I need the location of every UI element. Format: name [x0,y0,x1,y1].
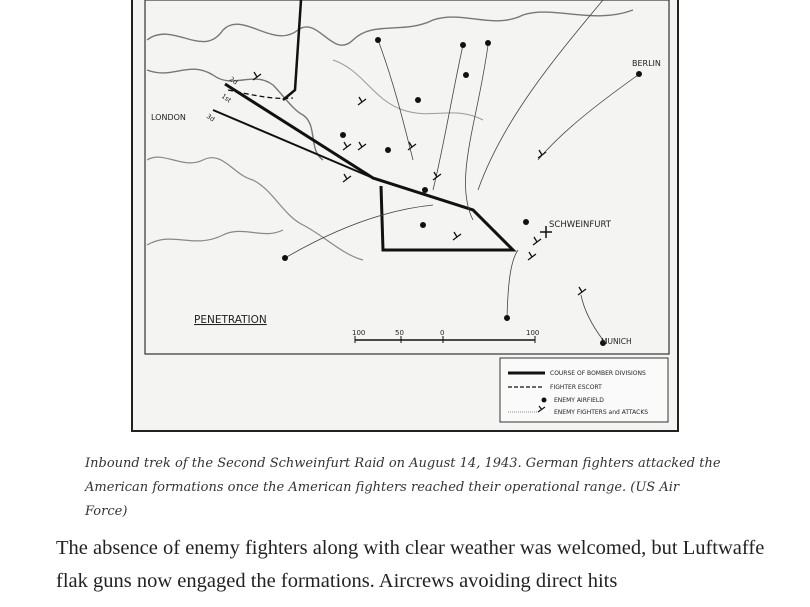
scale-label-50: 50 [395,329,404,337]
division-label-2d: 2d [227,75,240,87]
map-label-london: LONDON [151,113,186,122]
division-label-1st: 1st [219,92,233,105]
legend-item-bomber-course: COURSE OF BOMBER DIVISIONS [550,370,646,377]
map-label-schweinfurt: SCHWEINFURT [549,220,611,230]
phase-label: PENETRATION [194,314,267,326]
map-legend [500,358,668,422]
map-label-munich: MUNICH [601,337,632,346]
article-paragraph: The absence of enemy fighters along with clear weather was welcomed, but Luftwaffe flak guns now engaged the formations. Aircrews avoiding direct hits [56,537,765,592]
scale-label-100-left: 100 [352,329,366,337]
legend-item-enemy-fighters: ENEMY FIGHTERS and ATTACKS [554,409,649,416]
raid-map [133,0,679,432]
scale-label-0: 0 [440,329,445,337]
scale-label-100-right: 100 [526,329,540,337]
legend-item-enemy-airfield: ENEMY AIRFIELD [554,397,604,404]
division-label-3d: 3d [204,112,217,124]
map-label-berlin: BERLIN [632,59,661,68]
raid-map-figure [131,0,679,432]
legend-item-fighter-escort: FIGHTER ESCORT [550,384,602,391]
figure-caption: Inbound trek of the Second Schweinfurt Raid on August 14, 1943. German fighters attacked the American formations once the American fighters reached their operational range. (US Air Force) [85,456,721,519]
